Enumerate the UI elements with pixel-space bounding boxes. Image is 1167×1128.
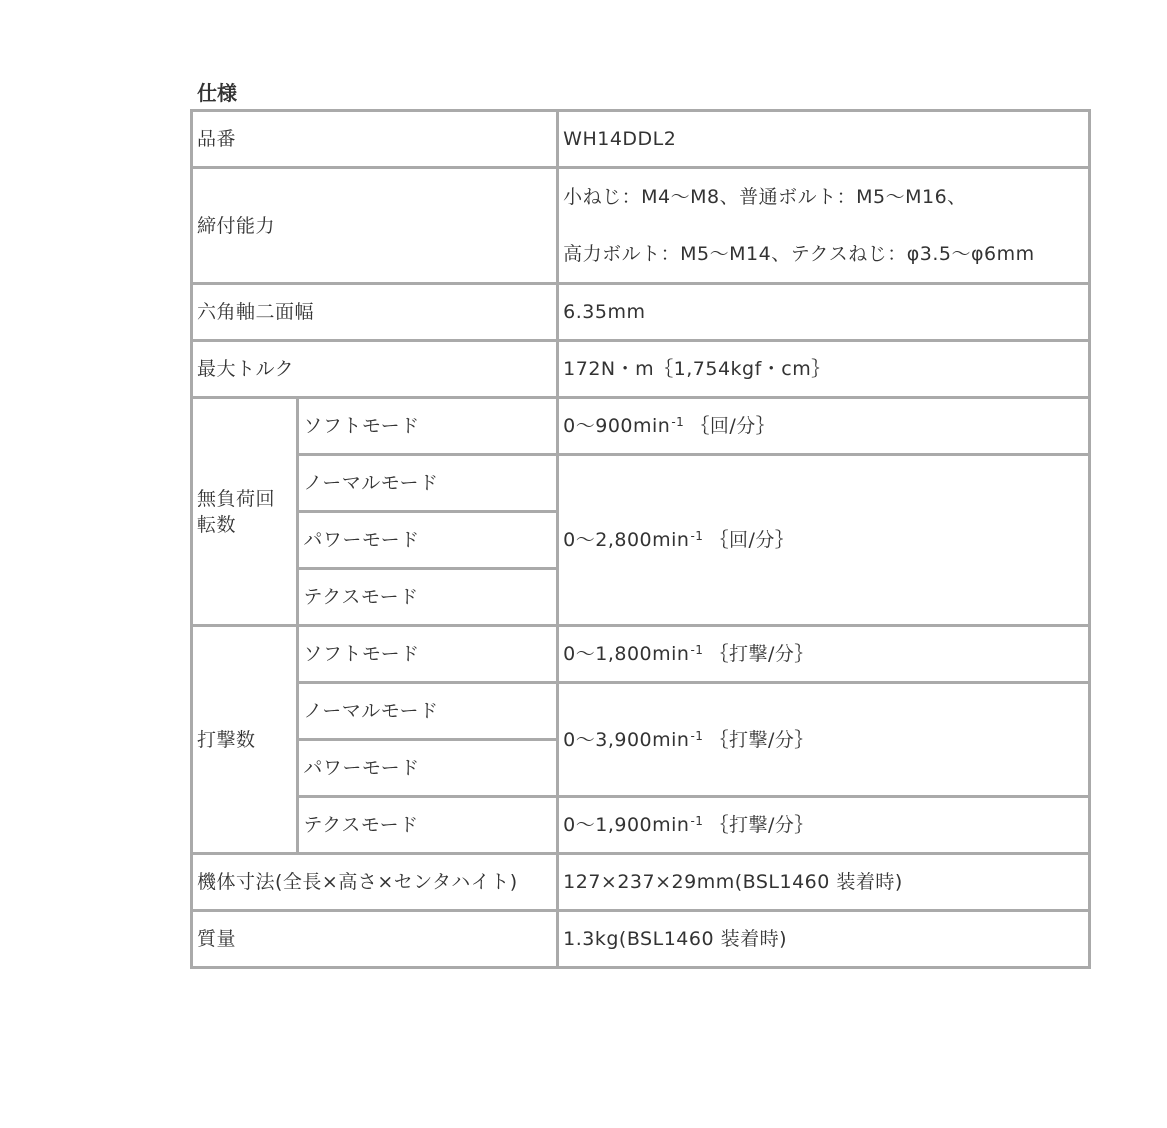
capacity-line-1: 小ねじ：M4〜M8、普通ボルト：M5〜M16、 <box>563 185 967 208</box>
section-title: 仕様 <box>197 81 237 105</box>
mode-label: ノーマルモード <box>298 455 558 512</box>
table-row-torque <box>192 341 1090 398</box>
table-row-capacity <box>192 168 1090 284</box>
value-exponent: -1 <box>690 643 704 657</box>
row-label: 打撃数 <box>192 626 298 854</box>
row-value: 1.3kg(BSL1460 装着時) <box>558 911 1090 968</box>
value-number: 0〜2,800min <box>563 529 690 551</box>
row-value: 172N・m｛1,754kgf・cm｝ <box>558 341 1090 398</box>
row-label: 機体寸法(全長×高さ×センタハイト) <box>192 854 558 911</box>
row-label: 最大トルク <box>192 341 558 398</box>
row-value: 6.35mm <box>558 284 1090 341</box>
row-value: 127×237×29mm(BSL1460 装着時) <box>558 854 1090 911</box>
value-unit: ｛回/分｝ <box>709 529 795 551</box>
capacity-line-2: 高力ボルト：M5〜M14、テクスねじ：φ3.5〜φ6mm <box>563 242 1035 265</box>
mode-label: パワーモード <box>298 512 558 569</box>
table-row-impact-normal <box>192 683 1090 740</box>
value-unit: ｛回/分｝ <box>690 415 776 437</box>
row-value <box>558 455 1090 626</box>
mode-label: パワーモード <box>298 740 558 797</box>
row-value: WH14DDL2 <box>558 111 1090 168</box>
mode-label: ソフトモード <box>298 398 558 455</box>
table-row-dimensions <box>192 854 1090 911</box>
table-row-mass <box>192 911 1090 968</box>
mode-label: ソフトモード <box>298 626 558 683</box>
mode-label: テクスモード <box>298 569 558 626</box>
table-row-model <box>192 111 1090 168</box>
value-unit: ｛打撃/分｝ <box>709 814 814 836</box>
spec-table <box>190 109 1091 969</box>
value-exponent: -1 <box>690 529 704 543</box>
row-value <box>558 683 1090 797</box>
row-label: 無負荷回転数 <box>192 398 298 626</box>
value-exponent: -1 <box>671 415 685 429</box>
table-row-rotation-soft <box>192 398 1090 455</box>
value-number: 0〜1,900min <box>563 814 690 836</box>
row-value <box>558 797 1090 854</box>
value-number: 0〜1,800min <box>563 643 690 665</box>
value-number: 0〜900min <box>563 415 671 437</box>
mode-label: ノーマルモード <box>298 683 558 740</box>
table-row-rotation-normal <box>192 455 1090 512</box>
table-row-hex <box>192 284 1090 341</box>
value-number: 0〜3,900min <box>563 728 690 751</box>
value-unit: ｛打撃/分｝ <box>709 728 814 751</box>
row-value <box>558 626 1090 683</box>
row-value <box>558 168 1090 284</box>
value-exponent: -1 <box>690 728 704 743</box>
row-label: 品番 <box>192 111 558 168</box>
row-label: 六角軸二面幅 <box>192 284 558 341</box>
value-exponent: -1 <box>690 814 704 828</box>
row-label: 締付能力 <box>192 168 558 284</box>
mode-label: テクスモード <box>298 797 558 854</box>
row-value <box>558 398 1090 455</box>
table-row-impact-tex <box>192 797 1090 854</box>
value-unit: ｛打撃/分｝ <box>709 643 814 665</box>
row-label: 質量 <box>192 911 558 968</box>
table-row-impact-soft <box>192 626 1090 683</box>
